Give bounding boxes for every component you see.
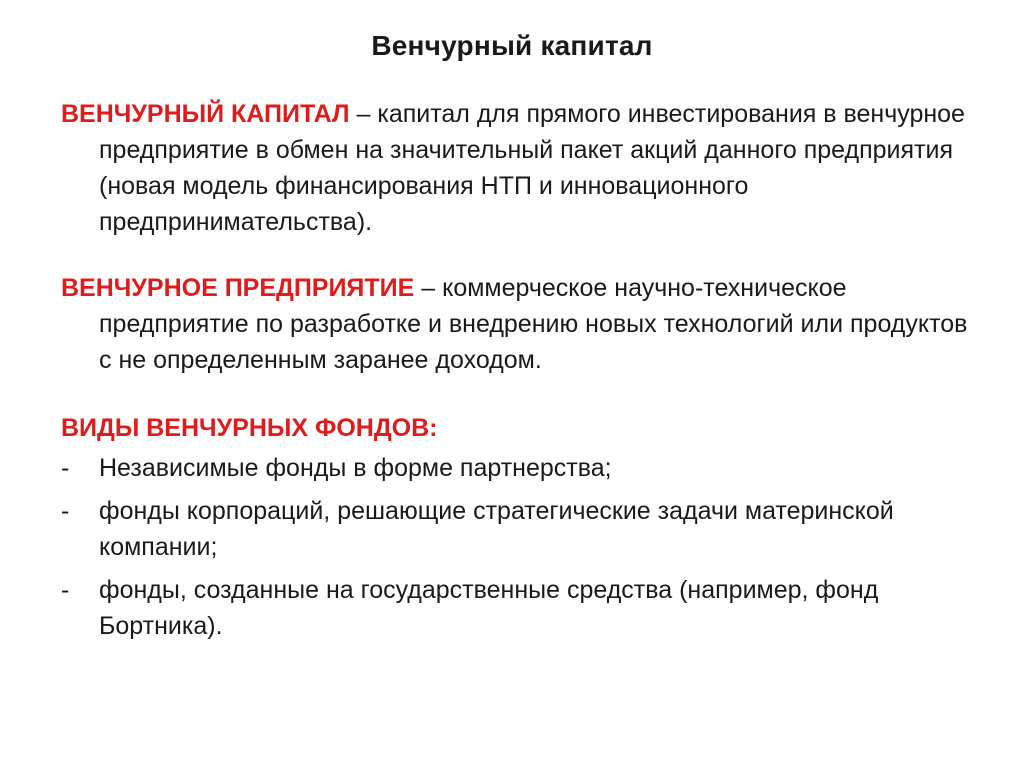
list-item-text: фонды, созданные на государственные средства (например, фонд Бортника). <box>99 576 879 640</box>
term-venture-capital: ВЕНЧУРНЫЙ КАПИТАЛ <box>61 100 350 128</box>
list-item <box>61 572 971 644</box>
slide-content <box>61 96 971 651</box>
definition-venture-enterprise <box>61 270 971 378</box>
list-item-text: фонды корпораций, решающие стратегические задачи материнской компании; <box>99 497 894 561</box>
definition-separator: – <box>414 274 443 302</box>
list-item <box>61 450 971 486</box>
bullet-dash: - <box>61 497 70 525</box>
term-venture-enterprise: ВЕНЧУРНОЕ ПРЕДПРИЯТИЕ <box>61 274 415 302</box>
funds-heading: ВИДЫ ВЕНЧУРНЫХ ФОНДОВ: <box>61 414 438 442</box>
definition-text: капитал для прямого инвестирования в венчурное предприятие в обмен на значительный пакет акций данного предприятия (новая модель финансирования НТП и инновационного предпринимательства). <box>99 100 965 236</box>
list-item-text: Независимые фонды в форме партнерства; <box>99 454 612 482</box>
bullet-dash: - <box>61 576 70 604</box>
definition-venture-capital <box>61 96 971 240</box>
bullet-dash: - <box>61 454 70 482</box>
definition-separator: – <box>349 100 378 128</box>
funds-list <box>61 450 971 644</box>
slide-title: Венчурный капитал <box>371 30 653 61</box>
list-item <box>61 493 971 565</box>
definition-text: коммерческое научно-техническое предприятие по разработке и внедрению новых технологий или продуктов с не определенным заранее доходом. <box>99 274 968 374</box>
